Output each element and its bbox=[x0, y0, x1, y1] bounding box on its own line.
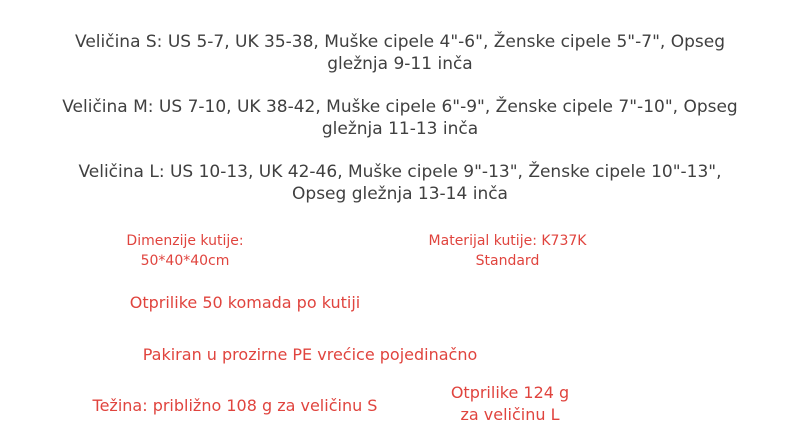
box-material-label: Materijal kutije: K737K bbox=[428, 233, 587, 249]
box-dimensions-value: 50*40*40cm bbox=[140, 253, 230, 269]
size-m-line-2: gležnja 11-13 inča bbox=[321, 119, 479, 139]
weight-size-l-line-1: Otprilike 124 g bbox=[450, 383, 570, 402]
size-s-line-1: Veličina S: US 5-7, UK 35-38, Muške cipele 4"-6", Ženske cipele 5"-7", Opseg bbox=[75, 32, 725, 52]
size-s-line-2: gležnja 9-11 inča bbox=[327, 54, 473, 74]
size-m-line-1: Veličina M: US 7-10, UK 38-42, Muške cipele 6"-9", Ženske cipele 7"-10", Opseg bbox=[62, 97, 738, 117]
box-dimensions bbox=[70, 231, 300, 271]
size-s-spec bbox=[0, 31, 800, 75]
box-dimensions-label: Dimenzije kutije: bbox=[126, 233, 244, 249]
packing-note: Pakiran u prozirne PE vrećice pojedinačno bbox=[142, 345, 478, 364]
weight-size-l bbox=[430, 382, 590, 426]
size-l-line-2: Opseg gležnja 13-14 inča bbox=[292, 184, 508, 204]
box-material-value: Standard bbox=[475, 253, 540, 269]
weight-size-l-line-2: za veličinu L bbox=[460, 405, 560, 424]
size-m-spec bbox=[0, 96, 800, 140]
weight-size-s: Težina: približno 108 g za veličinu S bbox=[92, 396, 378, 415]
size-l-line-1: Veličina L: US 10-13, UK 42-46, Muške cipele 9"-13", Ženske cipele 10"-13", bbox=[78, 162, 722, 182]
box-material bbox=[395, 231, 620, 271]
size-l-spec bbox=[0, 161, 800, 205]
pieces-per-box: Otprilike 50 komada po kutiji bbox=[129, 293, 361, 312]
